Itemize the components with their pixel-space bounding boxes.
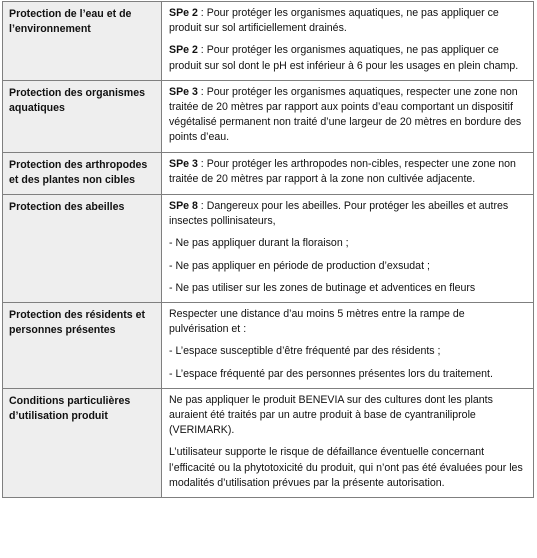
table-row bbox=[3, 388, 534, 497]
list-item bbox=[169, 344, 527, 359]
row-content bbox=[162, 80, 534, 152]
row-label: Protection des abeilles bbox=[3, 195, 162, 303]
paragraph-text: L’utilisateur supporte le risque de défaillance éventuelle concernant l’efficacité ou la phytotoxicité du produit, qui n’ont pas été évaluées pour les modalités d’utilisation prévues par la présente autorisation. bbox=[169, 446, 523, 489]
paragraph-text: - Ne pas appliquer en période de production d’exsudat ; bbox=[169, 259, 430, 272]
row-label: Conditions particulières d’utilisation produit bbox=[3, 388, 162, 497]
regulatory-code: SPe 2 bbox=[169, 44, 198, 57]
paragraph bbox=[169, 6, 527, 36]
paragraph-text: : Pour protéger les arthropodes non-cibles, respecter une zone non traitée de 20 mètres par rapport à la zone non cultivée adjacente. bbox=[169, 157, 516, 185]
row-label: Protection des organismes aquatiques bbox=[3, 80, 162, 152]
paragraph bbox=[169, 445, 527, 491]
table-row bbox=[3, 303, 534, 389]
list-item bbox=[169, 367, 527, 382]
table-row bbox=[3, 195, 534, 303]
table-row bbox=[3, 2, 534, 81]
paragraph-text: : Dangereux pour les abeilles. Pour protéger les abeilles et autres insectes pollinisateurs, bbox=[169, 200, 509, 228]
row-content bbox=[162, 388, 534, 497]
row-content bbox=[162, 152, 534, 194]
row-label: Protection des arthropodes et des plantes non cibles bbox=[3, 152, 162, 194]
paragraph bbox=[169, 157, 527, 187]
list-item bbox=[169, 259, 527, 274]
paragraph bbox=[169, 307, 527, 337]
row-label: Protection de l’eau et de l’environnement bbox=[3, 2, 162, 81]
paragraph-text: : Pour protéger les organismes aquatiques, respecter une zone non traitée de 20 mètres par rapport aux points d’eau comportant un dispositif végétalisé permanent non traité d’une largeur de 20 mètres en bordure des points d’eau. bbox=[169, 85, 522, 144]
list-item bbox=[169, 236, 527, 251]
row-content bbox=[162, 303, 534, 389]
paragraph-text: - L’espace susceptible d’être fréquenté par des résidents ; bbox=[169, 345, 441, 358]
table-row bbox=[3, 152, 534, 194]
paragraph bbox=[169, 199, 527, 229]
paragraph-text: - Ne pas utiliser sur les zones de butinage et adventices en fleurs bbox=[169, 281, 476, 294]
row-content bbox=[162, 2, 534, 81]
paragraph-text: : Pour protéger les organismes aquatiques, ne pas appliquer ce produit sur sol artificiellement drainés. bbox=[169, 7, 499, 35]
safety-conditions-table bbox=[2, 1, 534, 498]
paragraph-text: Respecter une distance d’au moins 5 mètres entre la rampe de pulvérisation et : bbox=[169, 308, 465, 336]
paragraph bbox=[169, 85, 527, 146]
regulatory-code: SPe 3 bbox=[169, 157, 198, 170]
regulatory-code: SPe 3 bbox=[169, 85, 198, 98]
regulatory-code: SPe 8 bbox=[169, 200, 198, 213]
paragraph-text: - L’espace fréquenté par des personnes présentes lors du traitement. bbox=[169, 367, 493, 380]
table-row bbox=[3, 80, 534, 152]
regulatory-code: SPe 2 bbox=[169, 7, 198, 19]
paragraph-text: : Pour protéger les organismes aquatiques, ne pas appliquer ce produit sur sol dont le pH est inférieur à 6 pour les usages en plein champ. bbox=[169, 44, 519, 72]
row-label: Protection des résidents et personnes présentes bbox=[3, 303, 162, 389]
paragraph-text: - Ne pas appliquer durant la floraison ; bbox=[169, 237, 349, 250]
paragraph bbox=[169, 393, 527, 439]
paragraph bbox=[169, 43, 527, 73]
list-item bbox=[169, 281, 527, 296]
paragraph-text: Ne pas appliquer le produit BENEVIA sur des cultures dont les plants auraient été traités par un autre produit à base de cyantraniliprole (VERIMARK). bbox=[169, 393, 493, 437]
row-content bbox=[162, 195, 534, 303]
